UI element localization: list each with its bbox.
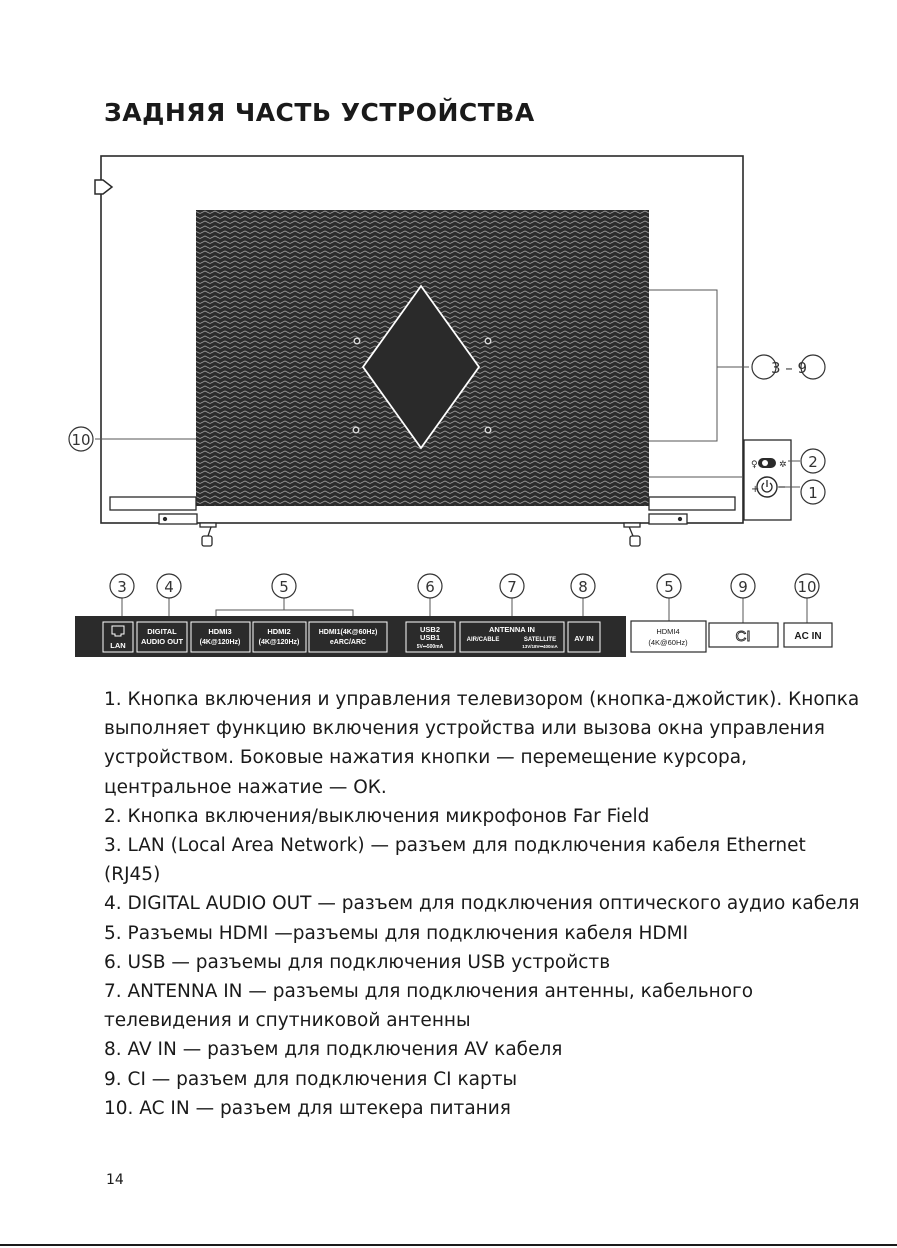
port-hdmi3-line1: HDMI3 [208,627,232,636]
svg-text:♀: ♀ [751,460,758,470]
callout-range-label: 3 – 9 [770,359,808,377]
port-ci: CI [735,628,751,645]
page-number: 14 [106,1172,124,1188]
port-callout-7: 7 [507,578,517,596]
port-hdmi4-line2: (4K@60Hz) [648,638,688,647]
port-digital-audio-line2: AUDIO OUT [140,637,184,646]
description-item: 3. LAN (Local Area Network) — разъем для подключения кабеля Ethernet (RJ45) [104,835,806,886]
port-av-in: AV IN [574,634,594,643]
bottom-bar-right [649,497,735,510]
description-item: 2. Кнопка включения/выключения микрофонов Far Field [104,805,650,827]
port-ac-in: AC IN [794,631,822,642]
port-hdmi3-line2: (4K@120Hz) [199,639,241,646]
port-antenna-line1: ANTENNA IN [489,625,535,634]
port-lan: LAN [110,641,126,650]
port-usb-line1: USB2 [419,625,441,634]
description-item: 4. DIGITAL AUDIO OUT — разъем для подключения оптического аудио кабеля [104,893,860,915]
bottom-bar-left [110,497,196,510]
callout-10-left: 10 [71,431,91,449]
svg-text:✲: ✲ [779,460,787,470]
port-hdmi2-line1: HDMI2 [267,627,291,636]
port-usb-line2: USB1 [419,633,441,642]
description-item: 5. Разъемы HDMI —разъемы для подключения кабеля HDMI [104,922,689,944]
port-hdmi4-box [631,621,706,652]
bottom-divider [0,1244,897,1246]
port-callout-5: 5 [279,578,289,596]
port-antenna-air-cable: AIR/CABLE [466,637,500,643]
description-item: 7. ANTENNA IN — разъемы для подключения антенны, кабельного телевидения и спутниковой антенны [104,981,754,1032]
callout-1-side: 1 [808,484,818,502]
connector-descriptions [104,685,864,1123]
port-digital-audio-line1: DIGITAL [147,627,177,636]
port-usb-line3: 5V⎓500mA [416,644,444,650]
port-hdmi2-line2: (4K@120Hz) [258,639,300,646]
port-callout-10: 10 [797,578,817,596]
port-hdmi1-line2: eARC/ARC [329,639,367,646]
tv-rear-diagram [0,140,897,665]
description-item: 6. USB — разъемы для подключения USB устройств [104,951,611,973]
description-item: 10. AC IN — разъем для штекера питания [104,1097,511,1119]
port-callout-9: 9 [738,578,748,596]
svg-text:+: + [751,484,760,495]
port-callout-6: 6 [425,578,435,596]
description-item: 9. CI — разъем для подключения CI карты [104,1068,518,1090]
port-callout-3: 3 [117,578,127,596]
description-item: 8. AV IN — разъем для подключения AV кабеля [104,1039,563,1061]
port-antenna-power: 13V/18V⎓400mA [522,644,558,649]
description-item: 1. Кнопка включения и управления телевизором (кнопка-джойстик). Кнопка выполняет функцию включения устройства или вызова окна управления устройством. Боковые нажатия кнопки — перемещение курсора, центральное нажатие — ОК. [104,689,860,798]
callout-2-side: 2 [808,453,818,471]
port-callout-4: 4 [164,578,174,596]
port-antenna-satellite: SATELLITE [523,637,557,643]
port-callout-5b: 5 [664,578,674,596]
page-title: ЗАДНЯЯ ЧАСТЬ УСТРОЙСТВА [104,98,535,127]
port-hdmi4-line1: HDMI4 [656,627,680,636]
port-callout-8: 8 [578,578,588,596]
port-hdmi1-line1: HDMI1(4K@60Hz) [318,629,378,636]
